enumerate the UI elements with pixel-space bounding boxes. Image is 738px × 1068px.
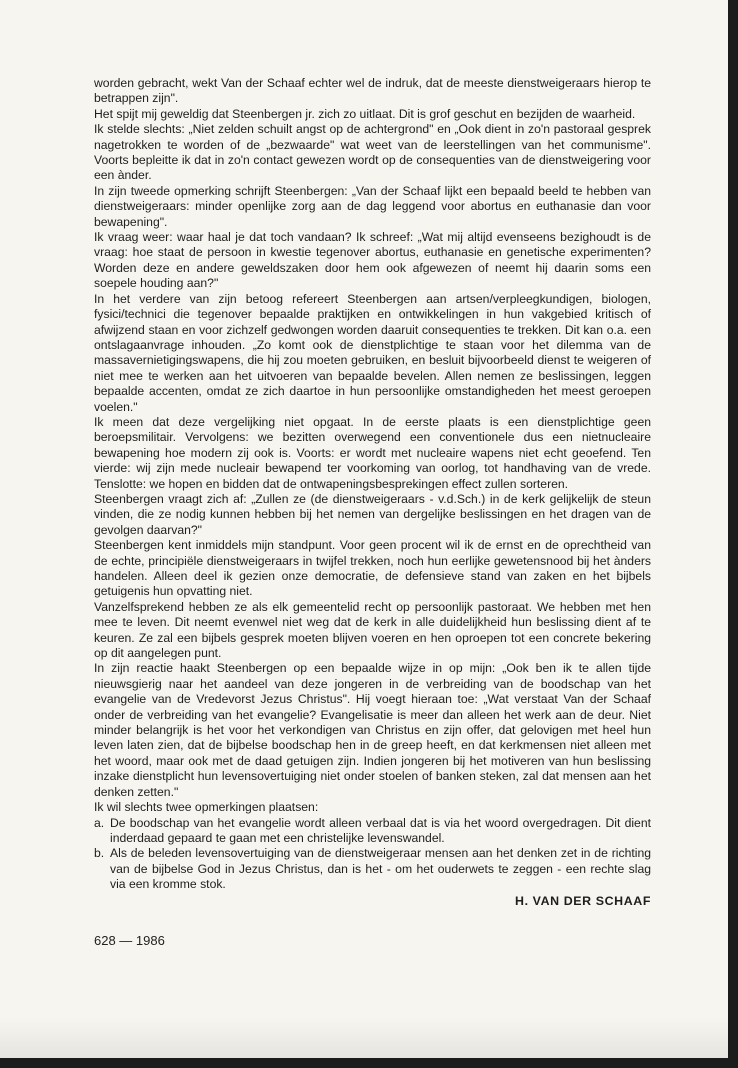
list-text: Als de beleden levensovertuiging van de dienstweigeraar mensen aan het denken zet in de richting van de bijbelse God in Jezus Christus, dan is het - om het ouderwets te zeggen - een rechte slag via een kromme stok. — [110, 846, 651, 892]
paragraph: Steenbergen kent inmiddels mijn standpunt. Voor geen procent wil ik de ernst en de oprechtheid van de echte, principiële dienstweigeraars in twijfel trekken, noch hun eerlijke gewetensnood bij het ànders handelen. Alleen deel ik gezien onze democratie, de defensieve stand van zaken en het bijbels getuigenis hun opvatting niet. — [94, 538, 651, 599]
paragraph: worden gebracht, wekt Van der Schaaf echter wel de indruk, dat de meeste dienstweigeraars hierop te betrappen zijn". — [94, 76, 651, 106]
article-body — [94, 76, 651, 909]
paragraph: Ik stelde slechts: „Niet zelden schuilt angst op de achtergrond" en „Ook dient in zo'n pastoraal gesprek nagetrokken te worden of de „bezwaarde" wat weet van de leerstellingen van het communisme". Voorts bepleitte ik dat in zo'n contact gewezen wordt op de consequenties van de dienstweigering voor een ànder. — [94, 122, 651, 183]
paragraph: Vanzelfsprekend hebben ze als elk gemeentelid recht op persoonlijk pastoraat. We hebben met hen mee te leven. Dit neemt evenwel niet weg dat de kerk in alle duidelijkheid hun beslissing dient af te keuren. Ze zal een bijbels gesprek moeten blijven voeren en hen oproepen tot een concrete bekering op dit aangelegen punt. — [94, 599, 651, 661]
paragraph: Het spijt mij geweldig dat Steenbergen jr. zich zo uitlaat. Dit is grof geschut en bezijden de waarheid. — [94, 106, 636, 121]
paragraph: Ik meen dat deze vergelijking niet opgaat. In de eerste plaats is een dienstplichtige geen beroepsmilitair. Vervolgens: we bezitten overwegend een conventionele dus een nietnucleaire bewapening hoe modern zij ook is. Voorts: er wordt met nucleaire wapens niet echt geoefend. Ten vierde: wij zijn mede nucleair bewapend ter voorkoming van oorlog, tot handhaving van de vrede. Tenslotte: we hopen en bidden dat de ontwapeningsbesprekingen effect zullen sorteren. — [94, 414, 651, 491]
remarks-list — [94, 816, 651, 893]
list-text: De boodschap van het evangelie wordt alleen verbaal dat is via het woord overgedragen. Dit dient inderdaad gepaard te gaan met een christelijke levenswandel. — [110, 815, 651, 845]
list-item — [94, 846, 651, 892]
paragraph: In het verdere van zijn betoog refereert Steenbergen aan artsen/verpleegkundigen, biologen, fysici/technici die tegenover bepaalde praktijken en ontwikkelingen in hun vakgebied kritisch of afwijzend staan en voor zichzelf gedwongen worden daaruit consequenties te trekken. Dit kan o.a. een ontslagaanvrage inhouden. „Zo komt ook de dienstplichtige te staan voor het dilemma van de massavernietigingswapens, die hij zou moeten gebruiken, en besluit bijvoorbeeld dienst te weigeren of niet mee te werken aan het uitvoeren van bepaalde bevelen. Allen nemen ze beslissingen, leggen bepaalde accenten, omdat ze zich daartoe in hun persoonlijke omstandigheden het meest geroepen voelen." — [94, 291, 651, 414]
paragraph: Ik wil slechts twee opmerkingen plaatsen: — [94, 800, 319, 815]
scan-shadow — [0, 1018, 728, 1058]
paragraph: In zijn tweede opmerking schrijft Steenbergen: „Van der Schaaf lijkt een bepaald beeld te hebben van dienstweigeraars: minder openlijke zorg aan de dag leggend voor abortus en euthanasie dan voor bewapening". — [94, 183, 651, 229]
list-marker: b. — [94, 846, 105, 861]
paragraph: Steenbergen vraagt zich af: „Zullen ze (de dienstweigeraars - v.d.Sch.) in de kerk gelijkelijk de steun vinden, die ze nodig kunnen hebben bij het nemen van dergelijke beslissingen en het dragen van de gevolgen daarvan?" — [94, 491, 651, 537]
page-number: 628 — 1986 — [94, 933, 165, 948]
author-signature: H. VAN DER SCHAAF — [515, 893, 651, 908]
list-item — [94, 816, 651, 847]
paragraph: Ik vraag weer: waar haal je dat toch vandaan? Ik schreef: „Wat mij altijd evenseens bezighoudt is de vraag: hoe staat de persoon in kwestie tegenover abortus, euthanasie en genetische experimenten? Worden deze en andere geweldszaken door hem ook afgewezen of neemt hij daarin soms een soepele houding aan?" — [94, 230, 651, 291]
paragraph: In zijn reactie haakt Steenbergen op een bepaalde wijze in op mijn: „Ook ben ik te allen tijde nieuwsgierig naar het aandeel van deze jongeren in de verbreiding van de boodschap van het evangelie van de Vredevorst Jezus Christus". Hij voegt hieraan toe: „Wat verstaat Van der Schaaf onder de verbreiding van het evangelie? Evangelisatie is meer dan alleen het werk aan de deur. Niet minder belangrijk is het voor het verkondigen van Christus en zijn offer, dat gelovigen met heel hun leven laten zien, dat de bijbelse boodschap hen in de greep heeft, en dat kerkmensen niet alleen met het woord, maar ook met de daad getuigen zijn. Indien jongeren bij het motiveren van hun beslissing inzake dienstplicht hun levensovertuiging niet onder stoelen of banken steken, zal dat mensen aan het denken zetten." — [94, 661, 651, 799]
list-marker: a. — [94, 815, 105, 830]
